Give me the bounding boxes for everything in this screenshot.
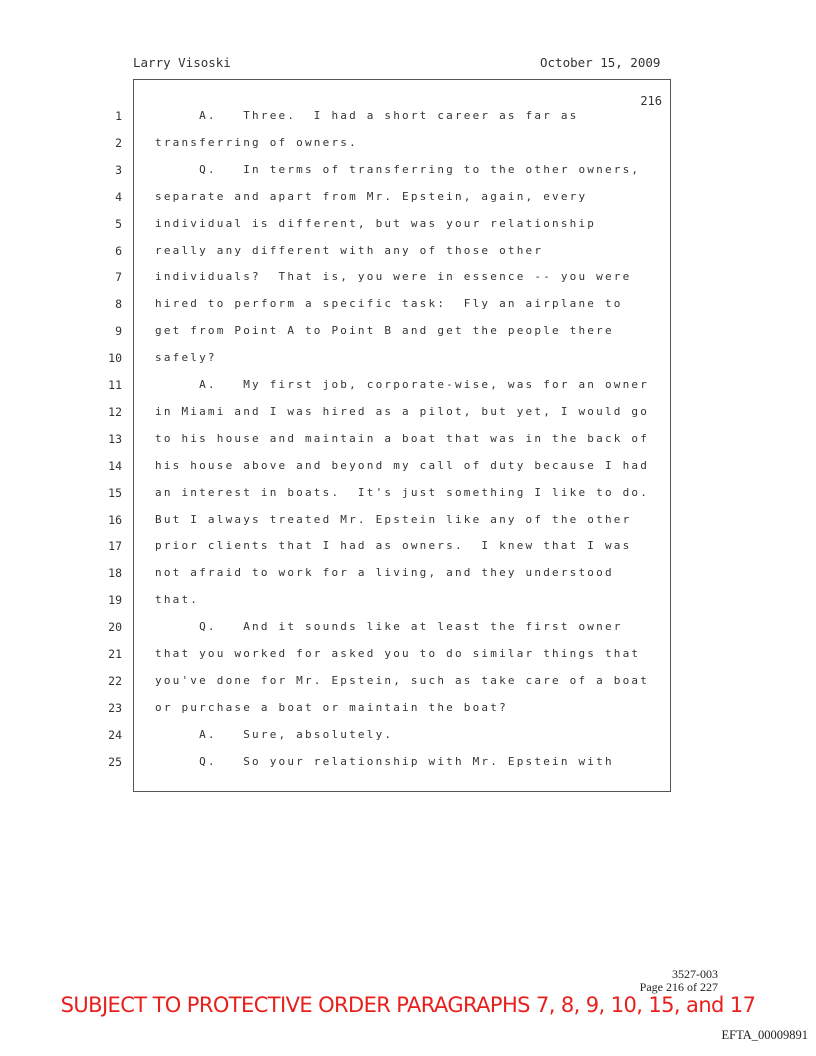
- line-text: to his house and maintain a boat that was in the back of: [155, 431, 650, 445]
- deponent-name: Larry Visoski: [133, 55, 231, 70]
- transcript-line: [0, 163, 680, 189]
- line-number: 13: [108, 431, 122, 446]
- line-text: Q. In terms of transferring to the other owners,: [155, 162, 641, 176]
- line-number: 7: [115, 270, 122, 285]
- transcript-line: [0, 647, 680, 673]
- line-number: 1: [115, 109, 122, 123]
- line-number: 14: [108, 458, 122, 473]
- line-text: A. Three. I had a short career as far as: [155, 109, 579, 122]
- line-text: you've done for Mr. Epstein, such as take care of a boat: [155, 673, 650, 687]
- transcript-line: [0, 674, 680, 700]
- line-text: really any different with any of those other: [155, 243, 544, 257]
- line-text: separate and apart from Mr. Epstein, again, every: [155, 189, 588, 203]
- line-number: 21: [108, 647, 122, 661]
- line-text: safely?: [155, 351, 217, 365]
- line-number: 8: [115, 297, 122, 312]
- transcript-line: [0, 244, 680, 270]
- transcript-line: [0, 539, 680, 565]
- case-number: 3527-003: [672, 967, 718, 981]
- transcript-line: [0, 136, 680, 162]
- transcript-line: [0, 405, 680, 431]
- line-text: individual is different, but was your relationship: [155, 216, 597, 230]
- transcript-line: [0, 620, 680, 646]
- transcript-line: [0, 486, 680, 512]
- transcript-line: [0, 755, 680, 781]
- line-text: or purchase a boat or maintain the boat?: [155, 700, 508, 714]
- transcript-line: [0, 432, 680, 458]
- transcript-line: [0, 513, 680, 539]
- transcript-line: [0, 297, 680, 323]
- bates-number: EFTA_00009891: [721, 1028, 808, 1042]
- transcript-line: [0, 109, 680, 135]
- line-number: 16: [108, 512, 122, 527]
- transcript-line: [0, 270, 680, 296]
- page-of-total: Page 216 of 227: [639, 980, 718, 994]
- line-text: in Miami and I was hired as a pilot, but yet, I would go: [155, 404, 650, 418]
- line-number: 25: [108, 754, 122, 769]
- line-text: get from Point A to Point B and get the people there: [155, 324, 614, 338]
- line-number: 4: [115, 189, 122, 204]
- transcript-line: [0, 217, 680, 243]
- document-id: [640, 968, 718, 994]
- line-number: 6: [115, 243, 122, 258]
- line-number: 11: [108, 378, 122, 392]
- transcript-line: [0, 378, 680, 404]
- transcript-line: [0, 593, 680, 619]
- line-number: 9: [115, 324, 122, 339]
- line-text: hired to perform a specific task: Fly an airplane to: [155, 297, 623, 311]
- line-text: that.: [155, 593, 200, 607]
- deposition-date: October 15, 2009: [540, 55, 661, 70]
- line-text: his house above and beyond my call of duty because I had: [155, 458, 650, 472]
- transcript-line: [0, 324, 680, 350]
- transcript-line: [0, 351, 680, 377]
- protective-order-notice: SUBJECT TO PROTECTIVE ORDER PARAGRAPHS 7, 8, 9, 10, 15, and 17: [60, 993, 756, 1017]
- line-number: 24: [108, 727, 122, 742]
- line-text: A. Sure, absolutely.: [155, 727, 394, 741]
- line-number: 5: [115, 216, 122, 231]
- line-number: 15: [108, 485, 122, 500]
- line-text: prior clients that I had as owners. I knew that I was: [155, 539, 632, 553]
- line-text: not afraid to work for a living, and they understood: [155, 566, 614, 580]
- line-number: 3: [115, 162, 122, 177]
- line-number: 10: [108, 351, 122, 366]
- line-text: transferring of owners.: [155, 135, 358, 149]
- line-number: 18: [108, 566, 122, 581]
- transcript-line: [0, 459, 680, 485]
- transcript-line: [0, 701, 680, 727]
- line-text: that you worked for asked you to do similar things that: [155, 647, 641, 660]
- line-number: 12: [108, 404, 122, 419]
- line-number: 17: [108, 539, 122, 554]
- line-text: an interest in boats. It's just something I like to do.: [155, 485, 650, 499]
- transcript-line: [0, 728, 680, 754]
- line-text: individuals? That is, you were in essence -- you were: [155, 270, 632, 284]
- line-text: Q. So your relationship with Mr. Epstein with: [155, 754, 614, 768]
- line-number: 22: [108, 673, 122, 688]
- line-text: A. My first job, corporate-wise, was for an owner: [155, 378, 650, 391]
- line-number: 23: [108, 700, 122, 715]
- transcript-line: [0, 566, 680, 592]
- line-text: Q. And it sounds like at least the first owner: [155, 620, 623, 634]
- line-number: 19: [108, 593, 122, 608]
- line-text: But I always treated Mr. Epstein like any of the other: [155, 512, 632, 526]
- line-number: 20: [108, 620, 122, 635]
- transcript-line: [0, 190, 680, 216]
- transcript-page-number: 216: [640, 94, 662, 108]
- line-number: 2: [115, 135, 122, 150]
